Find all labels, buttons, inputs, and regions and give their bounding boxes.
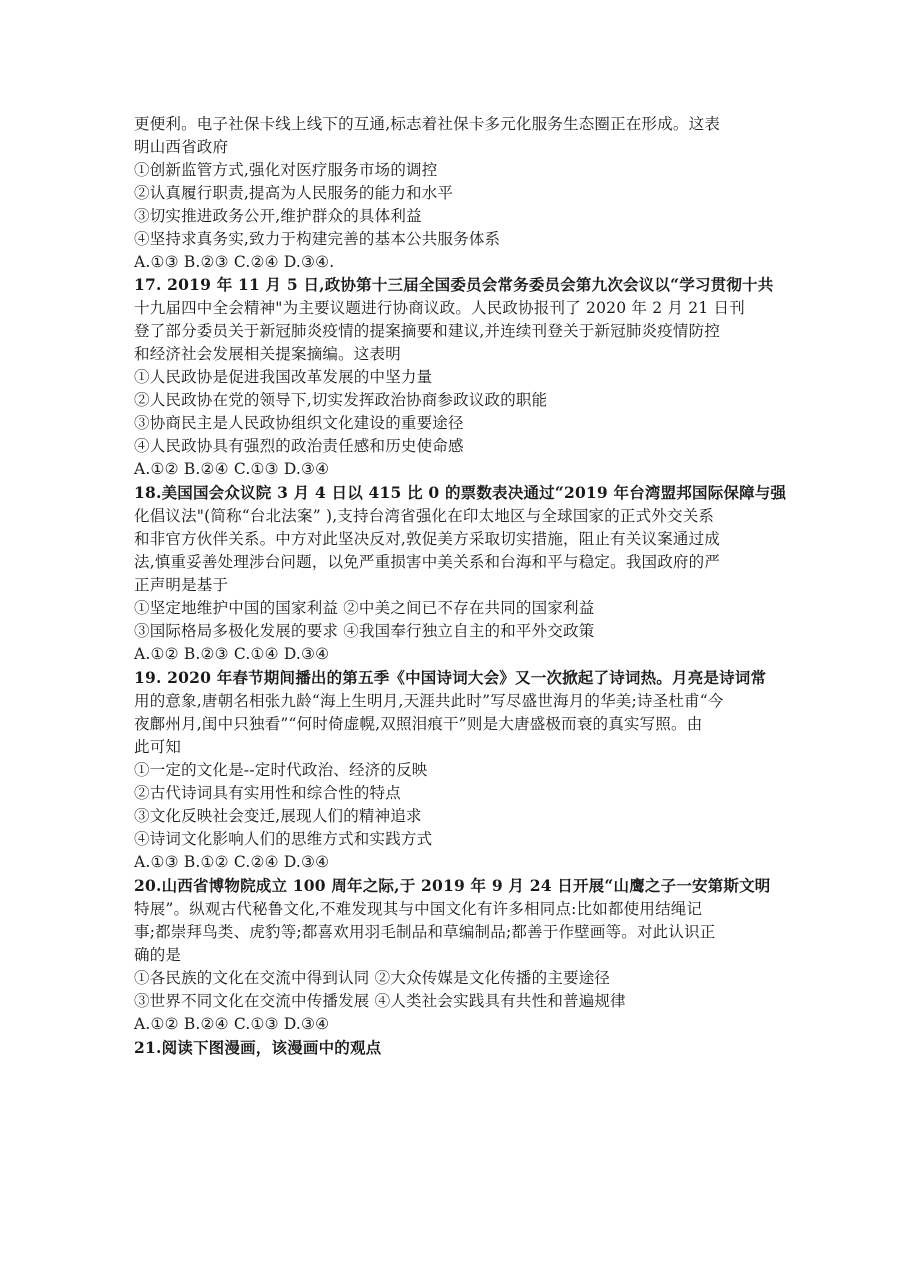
- q17-line-4: 和经济社会发展相关提案摘编。这表明: [134, 345, 401, 363]
- q19-line-3: 夜鄜州月,闺中只独看”“何时倚虚幌,双照泪痕干”则是大唐盛极而衰的真实写照。由: [134, 715, 703, 733]
- q16-option-1: ①创新监管方式,强化对医疗服务市场的调控: [134, 161, 438, 179]
- q18-options-row-2: ③国际格局多极化发展的要求 ④我国奉行独立自主的和平外交政策: [134, 622, 595, 640]
- q20-line-2: 特展”。纵观古代秘鲁文化,不难发现其与中国文化有许多相同点:比如都使用结绳记: [134, 900, 703, 918]
- q19-option-3: ③文化反映社会变迁,展现人们的精神追求: [134, 807, 422, 825]
- q19-answer-choices: A.①③ B.①② C.②④ D.③④: [134, 853, 330, 871]
- q20-options-row-2: ③世界不同文化在交流中传播发展 ④人类社会实践具有共性和普遍规律: [134, 992, 626, 1010]
- q17-option-4: ④人民政协具有强烈的政治责任感和历史使命感: [134, 437, 464, 455]
- q20-line-1: 20.山西省博物院成立 100 周年之际,于 2019 年 9 月 24 日开展“山鹰之子一安第斯文明: [134, 876, 771, 895]
- q20-line-3: 事;都崇拜鸟类、虎豹等;都喜欢用羽毛制品和草编制品;都善于作壁画等。对此认识正: [134, 923, 716, 941]
- q18-answer-choices: A.①② B.②③ C.①④ D.③④: [134, 645, 330, 663]
- q19-option-2: ②古代诗词具有实用性和综合性的特点: [134, 784, 401, 802]
- q17-line-1: 17. 2019 年 11 月 5 日,政协第十三届全国委员会常务委员会第九次会议以“学习贯彻十共: [134, 275, 774, 294]
- q17-option-1: ①人民政协是促进我国改革发展的中坚力量: [134, 368, 433, 386]
- q16-option-2: ②认真履行职责,提高为人民服务的能力和水平: [134, 184, 454, 202]
- q20-options-row-1: ①各民族的文化在交流中得到认同 ②大众传媒是文化传播的主要途径: [134, 969, 611, 987]
- q16-option-3: ③切实推进政务公开,维护群众的具体利益: [134, 207, 422, 225]
- q17-option-2: ②人民政协在党的领导下,切实发挥政治协商参政议政的职能: [134, 391, 548, 409]
- q19-line-4: 此可知: [134, 738, 182, 756]
- q20-answer-choices: A.①② B.②④ C.①③ D.③④: [134, 1015, 330, 1033]
- q21-line-1: 21.阅读下图漫画，该漫画中的观点: [134, 1038, 382, 1057]
- q18-line-5: 正声明是基于: [134, 576, 229, 594]
- q16-option-4: ④坚持求真务实,致力于构建完善的基本公共服务体系: [134, 230, 501, 248]
- q17-option-3: ③协商民主是人民政协组织文化建设的重要途径: [134, 414, 464, 432]
- q17-line-2: 十九届四中全会精神"为主要议题进行协商议政。人民政协报刊了 2020 年 2 月 21 日刊: [134, 299, 745, 317]
- q19-line-1: 19. 2020 年春节期间播出的第五季《中国诗词大会》又一次掀起了诗词热。月亮是诗词常: [134, 668, 767, 687]
- q17-line-3: 登了部分委员关于新冠肺炎疫情的提案摘要和建议,并连续刊登关于新冠肺炎疫情防控: [134, 322, 721, 340]
- q16-line-2: 明山西省政府: [134, 138, 229, 156]
- q18-line-2: 化倡议法"(简称“台北法案” ),支持台湾省强化在印太地区与全球国家的正式外交关系: [134, 507, 715, 525]
- q19-option-1: ①一定的文化是--定时代政治、经济的反映: [134, 761, 428, 779]
- q18-line-4: 法,慎重妥善处理涉台问题，以免严重损害中美关系和台海和平与稳定。我国政府的严: [134, 553, 721, 571]
- q19-option-4: ④诗词文化影响人们的思维方式和实践方式: [134, 830, 433, 848]
- q20-line-4: 确的是: [134, 946, 182, 964]
- q18-line-1: 18.美国国会众议院 3 月 4 日以 415 比 0 的票数表决通过“2019 年台湾盟邦国际保障与强: [134, 483, 787, 502]
- q17-answer-choices: A.①② B.②④ C.①③ D.③④: [134, 460, 330, 478]
- q16-line-1: 更便利。电子社保卡线上线下的互通,标志着社保卡多元化服务生态圈正在形成。这表: [134, 115, 721, 133]
- q18-options-row-1: ①坚定地维护中国的国家利益 ②中美之间已不存在共同的国家利益: [134, 599, 595, 617]
- q18-line-3: 和非官方伙伴关系。中方对此坚决反对,敦促美方采取切实措施，阻止有关议案通过成: [134, 530, 721, 548]
- q19-line-2: 用的意象,唐朝名相张九龄“海上生明月,天涯共此时”写尽盛世海月的华美;诗圣杜甫“今: [134, 692, 724, 710]
- q16-answer-choices: A.①③ B.②③ C.②④ D.③④.: [134, 253, 335, 271]
